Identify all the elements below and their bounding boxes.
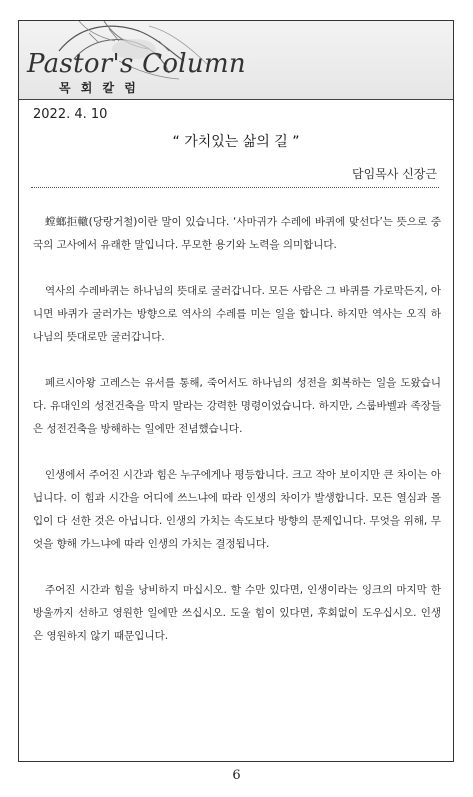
brand-subtitle: 목 회 칼 럼 — [59, 81, 139, 95]
column-header — [19, 21, 453, 100]
column-body — [33, 211, 441, 671]
column-date: 2022. 4. 10 — [33, 107, 108, 122]
page-number: 6 — [232, 768, 241, 783]
brand-title: Pastor's Column — [27, 49, 246, 79]
paragraph: 페르시아왕 고레스는 유서를 통해, 죽어서도 하나님의 성전을 회복하는 일을 도왔습니다. 유대인의 성전건축을 막지 말라는 강력한 명령이었습니다. 하지만, 스룹바벨과 족장들은 성전건축을 방해하는 일에만 전념했습니다. — [33, 377, 441, 435]
column-title: “ 가치있는 삶의 길 ” — [172, 134, 300, 150]
paragraph: 주어진 시간과 힘을 낭비하지 마십시오. 할 수만 있다면, 인생이라는 잉크의 마지막 한 방울까지 선하고 영원한 일에만 쓰십시오. 도울 힘이 있다면, 후회없이 도우십시오. 인생은 영원하지 않기 때문입니다. — [33, 584, 441, 642]
paragraph: 역사의 수레바퀴는 하나님의 뜻대로 굴러갑니다. 모든 사람은 그 바퀴를 가로막든지, 아니면 바퀴가 굴러가는 방향으로 역사의 수레를 미는 일을 합니다. 하지만 역사는 오직 하나님의 뜻대로만 굴러갑니다. — [33, 285, 441, 343]
dotted-divider — [31, 187, 439, 188]
paragraph: 螳螂拒轍(당랑거철)이란 말이 있습니다. ‘사마귀가 수레에 바퀴에 맞선다’는 뜻으로 중국의 고사에서 유래한 말입니다. 무모한 용기와 노력을 의미합니다. — [33, 216, 441, 251]
column-frame — [18, 20, 454, 762]
column-author: 담임목사 신장근 — [352, 167, 437, 181]
paragraph: 인생에서 주어진 시간과 힘은 누구에게나 평등합니다. 크고 작아 보이지만 큰 차이는 아닙니다. 이 힘과 시간을 어디에 쓰느냐에 따라 인생의 차이가 발생합니다. 모든 열심과 몰입이 다 선한 것은 아닙니다. 인생의 가치는 속도보다 방향의 문제입니다. 무엇을 위해, 무엇을 향해 가느냐에 따라 인생의 가치는 결정됩니다. — [33, 469, 441, 550]
